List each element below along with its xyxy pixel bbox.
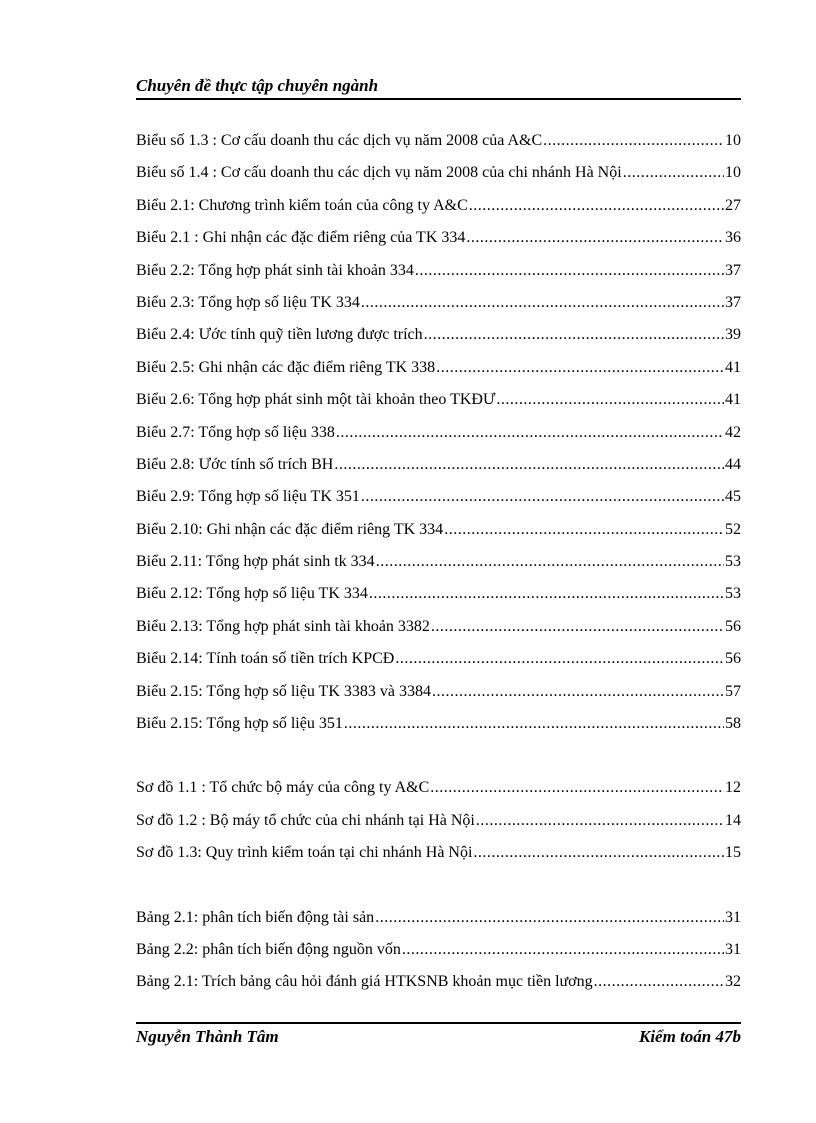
toc-entry-label: Biểu 2.12: Tổng hợp số liệu TK 334 bbox=[136, 585, 368, 603]
toc-entry-label: Biểu 2.9: Tổng hợp số liệu TK 351 bbox=[136, 488, 360, 506]
toc-entry bbox=[136, 779, 741, 811]
toc-entry-page: 57 bbox=[725, 682, 741, 700]
toc-dot-leader bbox=[361, 488, 724, 506]
toc-entry bbox=[136, 391, 741, 423]
toc-entry-page: 52 bbox=[725, 520, 741, 538]
toc-entry-page: 12 bbox=[725, 779, 741, 797]
toc-entry-label: Biểu số 1.3 : Cơ cấu doanh thu các dịch vụ năm 2008 của A&C bbox=[136, 132, 543, 149]
toc-entry bbox=[136, 359, 741, 391]
toc-entry-page: 14 bbox=[725, 811, 741, 829]
toc-entry-page: 32 bbox=[725, 973, 741, 991]
toc-entry bbox=[136, 844, 741, 876]
toc-dot-leader bbox=[444, 521, 724, 539]
toc-entry-label: Biểu số 1.4 : Cơ cấu doanh thu các dịch vụ năm 2008 của chi nhánh Hà Nội bbox=[136, 164, 622, 182]
toc-entry bbox=[136, 553, 741, 585]
toc-entry-label: Bảng 2.1: phân tích biến động tài sản bbox=[136, 908, 375, 926]
toc-entry-page: 36 bbox=[725, 229, 741, 247]
toc-dot-leader bbox=[375, 909, 724, 927]
toc-entry bbox=[136, 326, 741, 358]
toc-entry-page: 31 bbox=[725, 908, 741, 926]
toc-dot-leader bbox=[431, 618, 724, 636]
toc-group bbox=[136, 909, 741, 1006]
group-spacer bbox=[136, 747, 741, 779]
toc-entry bbox=[136, 650, 741, 682]
toc-entry bbox=[136, 973, 741, 1005]
toc-entry bbox=[136, 909, 741, 941]
toc-entry-label: Biểu 2.6: Tổng hợp phát sinh một tài khoản theo TKĐƯ bbox=[136, 391, 496, 409]
toc-entry-page: 37 bbox=[725, 293, 741, 311]
toc-entry-label: Biểu 2.5: Ghi nhận các đặc điểm riêng TK 338 bbox=[136, 358, 436, 376]
toc-entry-label: Sơ đồ 1.2 : Bộ máy tổ chức của chi nhánh tại Hà Nội bbox=[136, 811, 475, 829]
toc-entry-page: 41 bbox=[725, 391, 741, 409]
toc-entry-page: 53 bbox=[725, 553, 741, 571]
toc-dot-leader bbox=[376, 553, 724, 571]
toc-dot-leader bbox=[432, 683, 724, 701]
toc-entry-label: Biểu 2.15: Tổng hợp số liệu 351 bbox=[136, 715, 343, 733]
toc-entry-page: 39 bbox=[725, 326, 741, 344]
toc-group bbox=[136, 779, 741, 876]
toc-entry bbox=[136, 197, 741, 229]
toc-entry-label: Biểu 2.13: Tổng hợp phát sinh tài khoản 3382 bbox=[136, 617, 430, 635]
footer-divider bbox=[136, 1022, 741, 1024]
toc-entry bbox=[136, 262, 741, 294]
table-of-figures bbox=[136, 132, 741, 1006]
toc-entry-page: 37 bbox=[725, 261, 741, 279]
toc-entry-page: 58 bbox=[725, 715, 741, 733]
toc-entry bbox=[136, 683, 741, 715]
toc-dot-leader bbox=[344, 715, 724, 733]
toc-dot-leader bbox=[543, 132, 724, 150]
toc-entry bbox=[136, 488, 741, 520]
toc-dot-leader bbox=[436, 359, 724, 377]
toc-dot-leader bbox=[334, 456, 724, 474]
toc-dot-leader bbox=[473, 844, 724, 862]
toc-entry-label: Biểu 2.1 : Ghi nhận các đặc điểm riêng của TK 334 bbox=[136, 229, 466, 247]
toc-entry-label: Bảng 2.1: Trích bảng câu hỏi đánh giá HTKSNB khoản mục tiền lương bbox=[136, 973, 593, 991]
toc-dot-leader bbox=[623, 164, 724, 182]
toc-entry bbox=[136, 456, 741, 488]
toc-dot-leader bbox=[594, 973, 724, 991]
toc-entry-label: Biểu 2.8: Ước tính số trích BH bbox=[136, 455, 334, 473]
toc-dot-leader bbox=[336, 424, 724, 442]
toc-entry-label: Biểu 2.3: Tổng hợp số liệu TK 334 bbox=[136, 293, 360, 311]
toc-entry bbox=[136, 229, 741, 261]
toc-entry bbox=[136, 132, 741, 164]
group-spacer bbox=[136, 877, 741, 909]
toc-entry-label: Biểu 2.10: Ghi nhận các đặc điểm riêng TK 334 bbox=[136, 520, 444, 538]
toc-entry-label: Biểu 2.2: Tổng hợp phát sinh tài khoản 334 bbox=[136, 261, 414, 279]
toc-dot-leader bbox=[466, 229, 724, 247]
toc-dot-leader bbox=[430, 779, 724, 797]
footer-author: Nguyễn Thành Tâm bbox=[136, 1027, 279, 1046]
toc-entry-page: 31 bbox=[725, 940, 741, 958]
toc-entry-page: 10 bbox=[725, 132, 741, 149]
toc-entry-page: 56 bbox=[725, 617, 741, 635]
toc-dot-leader bbox=[395, 650, 724, 668]
toc-entry-label: Biểu 2.1: Chương trình kiểm toán của công ty A&C bbox=[136, 196, 468, 214]
page-header-title: Chuyên đề thực tập chuyên ngành bbox=[136, 76, 379, 95]
toc-entry bbox=[136, 618, 741, 650]
toc-entry-label: Sơ đồ 1.1 : Tổ chức bộ máy của công ty A&C bbox=[136, 779, 430, 797]
toc-entry-page: 27 bbox=[725, 196, 741, 214]
toc-entry-label: Biểu 2.7: Tổng hợp số liệu 338 bbox=[136, 423, 335, 441]
toc-entry bbox=[136, 521, 741, 553]
toc-entry-page: 41 bbox=[725, 358, 741, 376]
toc-dot-leader bbox=[415, 262, 724, 280]
toc-entry-label: Sơ đồ 1.3: Quy trình kiểm toán tại chi nhánh Hà Nội bbox=[136, 844, 473, 862]
toc-entry-label: Biểu 2.14: Tính toán số tiền trích KPCĐ bbox=[136, 650, 395, 668]
toc-group bbox=[136, 132, 741, 747]
toc-entry bbox=[136, 715, 741, 747]
toc-entry bbox=[136, 941, 741, 973]
toc-dot-leader bbox=[424, 326, 724, 344]
footer-class: Kiểm toán 47b bbox=[638, 1027, 741, 1046]
toc-entry-label: Biểu 2.4: Ước tính quỹ tiền lương được trích bbox=[136, 326, 423, 344]
toc-entry-page: 45 bbox=[725, 488, 741, 506]
toc-dot-leader bbox=[469, 197, 724, 215]
toc-entry bbox=[136, 164, 741, 196]
toc-dot-leader bbox=[476, 812, 724, 830]
toc-dot-leader bbox=[402, 941, 724, 959]
toc-dot-leader bbox=[496, 391, 724, 409]
toc-entry bbox=[136, 812, 741, 844]
header-divider bbox=[136, 98, 741, 100]
toc-dot-leader bbox=[361, 294, 724, 312]
toc-entry-label: Biểu 2.11: Tổng hợp phát sinh tk 334 bbox=[136, 553, 375, 571]
toc-entry-page: 44 bbox=[725, 455, 741, 473]
toc-entry bbox=[136, 294, 741, 326]
toc-entry bbox=[136, 585, 741, 617]
toc-entry-label: Bảng 2.2: phân tích biến động nguồn vốn bbox=[136, 940, 401, 958]
toc-entry-page: 15 bbox=[725, 844, 741, 862]
toc-dot-leader bbox=[369, 585, 724, 603]
toc-entry bbox=[136, 424, 741, 456]
toc-entry-label: Biểu 2.15: Tổng hợp số liệu TK 3383 và 3384 bbox=[136, 682, 431, 700]
toc-entry-page: 56 bbox=[725, 650, 741, 668]
toc-entry-page: 42 bbox=[725, 423, 741, 441]
toc-entry-page: 53 bbox=[725, 585, 741, 603]
toc-entry-page: 10 bbox=[725, 164, 741, 182]
